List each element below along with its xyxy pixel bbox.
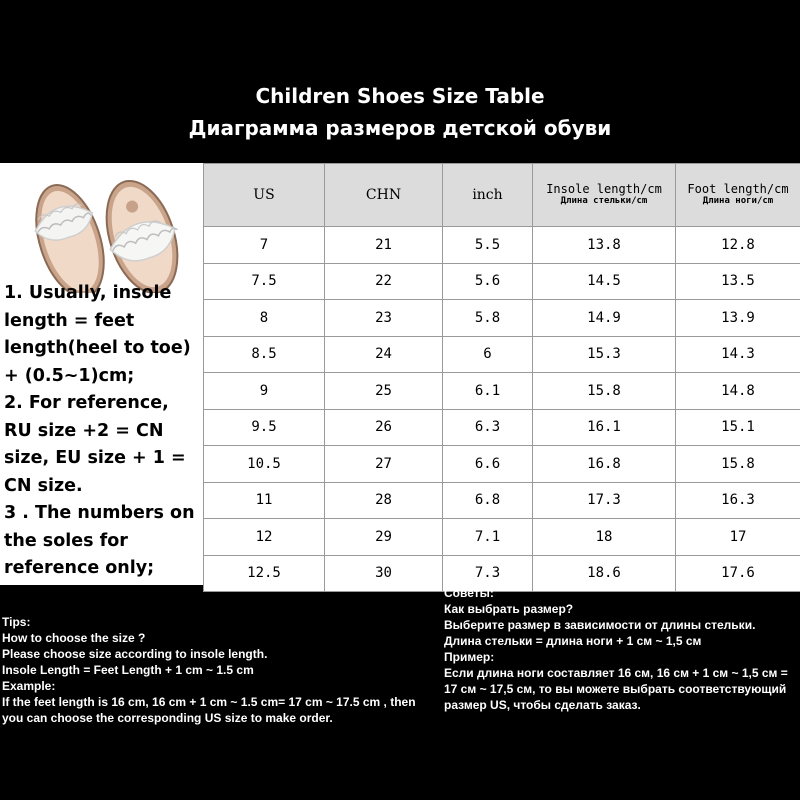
cell-inch: 5.6 xyxy=(443,263,533,300)
cell-us: 7.5 xyxy=(204,263,325,300)
cell-insole: 14.5 xyxy=(533,263,676,300)
tips-russian xyxy=(444,585,800,713)
cell-insole: 16.8 xyxy=(533,446,676,483)
table-row xyxy=(204,446,800,483)
left-panel xyxy=(0,163,203,585)
cell-insole: 15.8 xyxy=(533,373,676,410)
table-row xyxy=(204,336,800,373)
tips-line: If the feet length is 16 cm, 16 cm + 1 cm ~ 1.5 cm= 17 cm ~ 17.5 cm , then you can choose the corresponding US size to make order. xyxy=(2,695,416,725)
table-row xyxy=(204,409,800,446)
cell-us: 9.5 xyxy=(204,409,325,446)
cell-chn: 26 xyxy=(325,409,443,446)
tips-line: Советы: xyxy=(444,586,494,600)
cell-us: 8 xyxy=(204,300,325,337)
header-insole-ru: Длина стельки/cm xyxy=(560,196,648,206)
header-foot-en: Foot length/cm xyxy=(687,182,789,196)
tips-line: Insole Length = Feet Length + 1 cm ~ 1.5 cm xyxy=(2,663,254,677)
title-russian: Диаграмма размеров детской обуви xyxy=(188,116,612,140)
table-header-row xyxy=(204,164,800,227)
cell-inch: 5.5 xyxy=(443,227,533,264)
cell-insole: 18 xyxy=(533,519,676,556)
cell-inch: 6.8 xyxy=(443,482,533,519)
cell-foot: 15.8 xyxy=(676,446,800,483)
cell-foot: 14.3 xyxy=(676,336,800,373)
cell-us: 8.5 xyxy=(204,336,325,373)
header-chn: CHN xyxy=(325,164,443,227)
cell-foot: 13.5 xyxy=(676,263,800,300)
cell-foot: 15.1 xyxy=(676,409,800,446)
cell-us: 12.5 xyxy=(204,555,325,592)
cell-us: 9 xyxy=(204,373,325,410)
cell-chn: 27 xyxy=(325,446,443,483)
cell-chn: 22 xyxy=(325,263,443,300)
table-body xyxy=(204,227,800,592)
cell-chn: 23 xyxy=(325,300,443,337)
cell-foot: 16.3 xyxy=(676,482,800,519)
cell-chn: 24 xyxy=(325,336,443,373)
size-table xyxy=(203,163,800,592)
cell-insole: 15.3 xyxy=(533,336,676,373)
header-foot xyxy=(676,164,800,227)
cell-us: 7 xyxy=(204,227,325,264)
tips-line: Как выбрать размер? xyxy=(444,602,574,616)
cell-inch: 7.3 xyxy=(443,555,533,592)
sandal-image xyxy=(14,173,190,293)
cell-inch: 5.8 xyxy=(443,300,533,337)
tips-line: Example: xyxy=(2,679,56,693)
cell-chn: 21 xyxy=(325,227,443,264)
cell-foot: 14.8 xyxy=(676,373,800,410)
tips-line: Please choose size according to insole length. xyxy=(2,647,268,661)
header-inch: inch xyxy=(443,164,533,227)
header-insole-en: Insole length/cm xyxy=(546,182,662,196)
cell-inch: 6.6 xyxy=(443,446,533,483)
header-foot-ru: Длина ноги/cm xyxy=(702,196,774,206)
title-english: Children Shoes Size Table xyxy=(255,84,545,108)
cell-inch: 6.1 xyxy=(443,373,533,410)
tips-english xyxy=(2,614,440,726)
header-insole xyxy=(533,164,676,227)
cell-inch: 7.1 xyxy=(443,519,533,556)
size-notes: 1. Usually, insole length = feet length(heel to toe) + (0.5~1)cm; 2. For reference, RU size +2 = CN size, EU size + 1 = CN size. 3 . The numbers on the soles for reference only; xyxy=(4,283,195,578)
tips-line: Пример: xyxy=(444,650,495,664)
cell-insole: 14.9 xyxy=(533,300,676,337)
cell-inch: 6.3 xyxy=(443,409,533,446)
cell-insole: 13.8 xyxy=(533,227,676,264)
tips-line: Выберите размер в зависимости от длины стельки. xyxy=(444,618,756,632)
cell-foot: 17.6 xyxy=(676,555,800,592)
cell-insole: 18.6 xyxy=(533,555,676,592)
cell-chn: 30 xyxy=(325,555,443,592)
table-row xyxy=(204,300,800,337)
cell-inch: 6 xyxy=(443,336,533,373)
tips-line: Длина стельки = длина ноги + 1 см ~ 1,5 см xyxy=(444,634,702,648)
cell-foot: 12.8 xyxy=(676,227,800,264)
cell-insole: 16.1 xyxy=(533,409,676,446)
tips-line: How to choose the size ? xyxy=(2,631,146,645)
tips-line: Tips: xyxy=(2,615,31,629)
cell-chn: 28 xyxy=(325,482,443,519)
cell-us: 12 xyxy=(204,519,325,556)
cell-insole: 17.3 xyxy=(533,482,676,519)
table-row xyxy=(204,227,800,264)
cell-us: 11 xyxy=(204,482,325,519)
cell-chn: 29 xyxy=(325,519,443,556)
table-row xyxy=(204,482,800,519)
cell-chn: 25 xyxy=(325,373,443,410)
cell-us: 10.5 xyxy=(204,446,325,483)
tips-line: Если длина ноги составляет 16 см, 16 см + 1 см ~ 1,5 см = 17 см ~ 17,5 см, то вы можете выбрать соответствующий размер US, чтобы сделать заказ. xyxy=(444,666,788,712)
cell-foot: 17 xyxy=(676,519,800,556)
cell-foot: 13.9 xyxy=(676,300,800,337)
header-us: US xyxy=(204,164,325,227)
table-row xyxy=(204,519,800,556)
table-row xyxy=(204,263,800,300)
table-row xyxy=(204,373,800,410)
